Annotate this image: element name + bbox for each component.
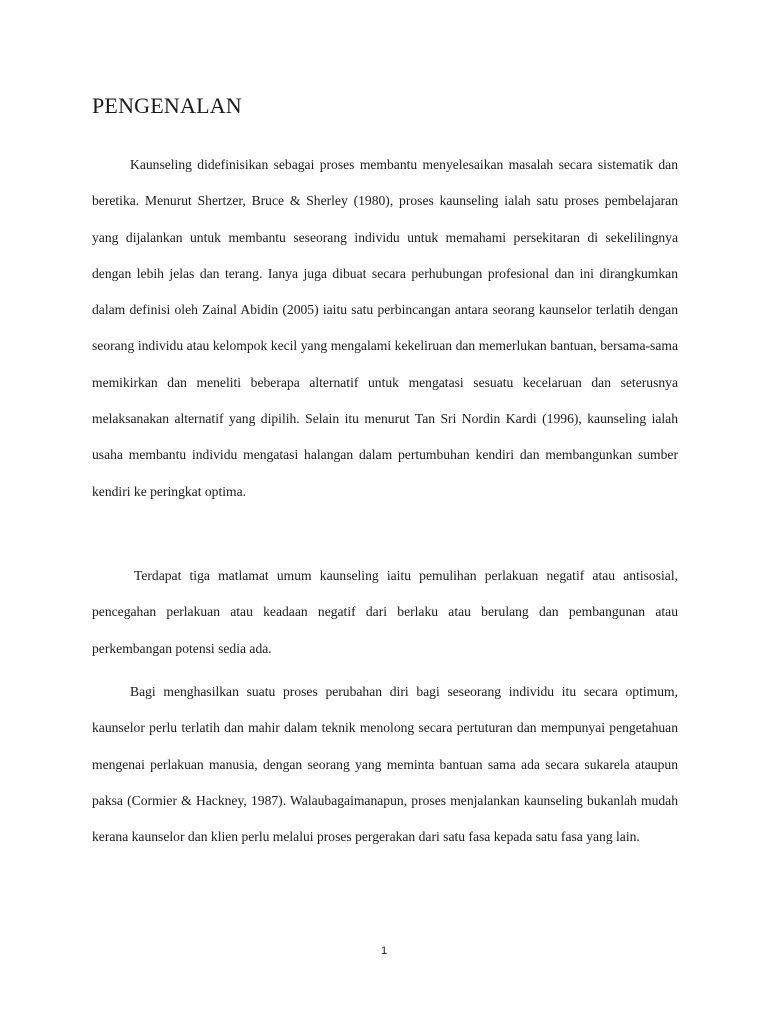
paragraph-goals: Terdapat tiga matlamat umum kaunseling iaitu pemulihan perlakuan negatif atau antisosial, pencegahan perlakuan atau keadaan negatif dari berlaku atau berulang dan pembangunan atau perkembangan potensi sedia ada. [92,568,678,656]
paragraph-process: Bagi menghasilkan suatu proses perubahan diri bagi seseorang individu itu secara optimum, kaunselor perlu terlatih dan mahir dalam teknik menolong secara pertuturan dan mempunyai pengetahuan mengenai perlakuan manusia, dengan seorang yang meminta bantuan sama ada secara sukarela ataupun paksa (Cormier & Hackney, 1987). Walaubagaimanapun, proses menjalankan kaunseling bukanlah mudah kerana kaunselor dan klien perlu melalui proses pergerakan dari satu fasa kepada satu fasa yang lain. [92,684,678,845]
page-number: 1 [380,945,388,957]
paragraph-definition: Kaunseling didefinisikan sebagai proses membantu menyelesaikan masalah secara sistematik dan beretika. Menurut Shertzer, Bruce & Sherley (1980), proses kaunseling ialah satu proses pembelajaran yang dijalankan untuk membantu seseorang individu untuk memahami persekitaran di sekelilingnya dengan lebih jelas dan terang. Ianya juga dibuat secara perhubungan profesional dan ini dirangkumkan dalam definisi oleh Zainal Abidin (2005) iaitu satu perbincangan antara seorang kaunselor terlatih dengan seorang individu atau kelompok kecil yang mengalami kekeliruan dan memerlukan bantuan, bersama-sama memikirkan dan meneliti beberapa alternatif untuk mengatasi sesuatu kecelaruan dan seterusnya melaksanakan alternatif yang dipilih. Selain itu menurut Tan Sri Nordin Kardi (1996), kaunseling ialah usaha membantu individu mengatasi halangan dalam pertumbuhan kendiri dan membangunkan sumber kendiri ke peringkat optima. [92,157,678,499]
section-heading: PENGENALAN [92,93,242,118]
